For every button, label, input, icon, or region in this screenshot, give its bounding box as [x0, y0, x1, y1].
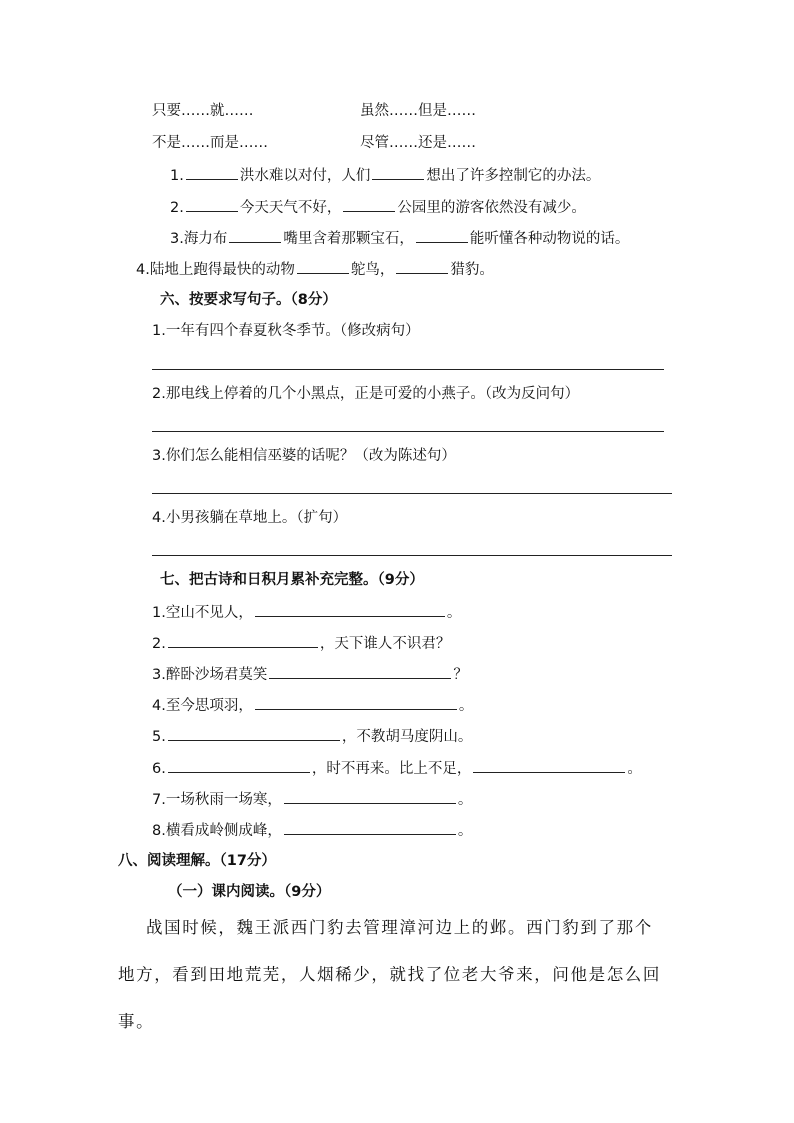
- sentence-text: 猎豹。: [450, 262, 494, 278]
- sentence-text: 想出了许多控制它的办法。: [426, 168, 601, 184]
- answer-blank[interactable]: [168, 633, 318, 648]
- passage-line: 地方，看到田地荒芜，人烟稀少，就找了位老大爷来，问他是怎么回: [118, 965, 661, 984]
- poem-text: 。: [457, 792, 473, 808]
- question-number: 2.: [170, 200, 184, 216]
- answer-blank[interactable]: [255, 602, 445, 617]
- answer-blank[interactable]: [186, 165, 238, 180]
- answer-blank[interactable]: [473, 758, 625, 773]
- poem-item: [152, 664, 468, 685]
- poem-text: ，不教胡马度阴山。: [341, 729, 473, 745]
- answer-blank[interactable]: [297, 259, 349, 274]
- conjunction-option: 不是……而是……: [152, 135, 268, 151]
- fill-sentence: [170, 197, 586, 218]
- section-6-title: 六、按要求写句子。（8分）: [160, 292, 337, 308]
- question-number: 3.: [170, 231, 184, 247]
- rewrite-prompt: 4.小男孩躺在草地上。（扩句）: [152, 510, 348, 526]
- question-number: 4.: [136, 262, 150, 278]
- poem-text: ，时不再来。比上不足，: [311, 761, 472, 777]
- sentence-text: 海力布: [183, 231, 228, 247]
- poem-item: [152, 789, 472, 810]
- answer-blank[interactable]: [168, 758, 310, 773]
- poem-text: 3.醉卧沙场君莫笑: [152, 667, 268, 683]
- poem-text: 5.: [152, 729, 166, 745]
- answer-line[interactable]: [152, 369, 664, 370]
- sentence-text: 能听懂各种动物说的话。: [469, 231, 630, 247]
- poem-text: 6.: [152, 761, 166, 777]
- answer-blank[interactable]: [168, 726, 340, 741]
- answer-blank[interactable]: [396, 259, 448, 274]
- poem-item: [152, 758, 642, 779]
- poem-text: 。: [457, 823, 473, 839]
- poem-text: 4.至今思项羽，: [152, 698, 253, 714]
- answer-line[interactable]: [152, 493, 672, 494]
- sentence-text: 今天天气不好，: [239, 200, 342, 216]
- rewrite-prompt: 3.你们怎么能相信巫婆的话呢？（改为陈述句）: [152, 448, 456, 464]
- conjunction-option: 只要……就……: [152, 103, 254, 119]
- answer-blank[interactable]: [372, 165, 424, 180]
- poem-item: [152, 602, 461, 623]
- poem-text: ，天下谁人不识君？: [319, 636, 451, 652]
- poem-text: 8.横看成岭侧成峰，: [152, 823, 282, 839]
- sentence-text: 鸵鸟，: [350, 262, 395, 278]
- sentence-text: 嘴里含着那颗宝石，: [283, 231, 414, 247]
- poem-text: 。: [458, 698, 474, 714]
- poem-text: ？: [453, 667, 468, 683]
- answer-blank[interactable]: [416, 228, 468, 243]
- conjunction-option: 虽然……但是……: [360, 103, 476, 119]
- rewrite-prompt: 1.一年有四个春夏秋冬季节。（修改病句）: [152, 323, 420, 339]
- answer-blank[interactable]: [284, 820, 456, 835]
- poem-item: [152, 695, 473, 716]
- section-7-title: 七、把古诗和日积月累补充完整。（9分）: [160, 572, 424, 588]
- answer-blank[interactable]: [343, 197, 395, 212]
- answer-blank[interactable]: [255, 695, 457, 710]
- poem-item: [152, 726, 472, 747]
- answer-blank[interactable]: [269, 664, 451, 679]
- fill-sentence: [170, 165, 600, 186]
- section-8-title: 八、阅读理解。（17分）: [118, 853, 276, 869]
- fill-sentence: [136, 259, 494, 280]
- poem-text: 1.空山不见人，: [152, 605, 253, 621]
- answer-line[interactable]: [152, 555, 672, 556]
- question-number: 1.: [170, 168, 184, 184]
- subsection-title: （一）课内阅读。（9分）: [168, 884, 331, 900]
- passage-line: 事。: [118, 1012, 155, 1031]
- answer-blank[interactable]: [284, 789, 456, 804]
- sentence-text: 洪水难以对付，人们: [239, 168, 371, 184]
- conjunction-option: 尽管……还是……: [360, 135, 476, 151]
- answer-blank[interactable]: [186, 197, 238, 212]
- sentence-text: 陆地上跑得最快的动物: [149, 262, 295, 278]
- answer-line[interactable]: [152, 431, 664, 432]
- poem-item: [152, 820, 472, 841]
- poem-text: 。: [446, 605, 462, 621]
- sentence-text: 公园里的游客依然没有减少。: [397, 200, 586, 216]
- fill-sentence: [170, 228, 629, 249]
- poem-text: 。: [627, 761, 642, 777]
- rewrite-prompt: 2.那电线上停着的几个小黑点，正是可爱的小燕子。（改为反问句）: [152, 386, 580, 402]
- poem-text: 2.: [152, 636, 166, 652]
- poem-text: 7.一场秋雨一场寒，: [152, 792, 282, 808]
- answer-blank[interactable]: [229, 228, 281, 243]
- poem-item: [152, 633, 450, 654]
- passage-line: 战国时候，魏王派西门豹去管理漳河边上的邺。西门豹到了那个: [146, 918, 653, 937]
